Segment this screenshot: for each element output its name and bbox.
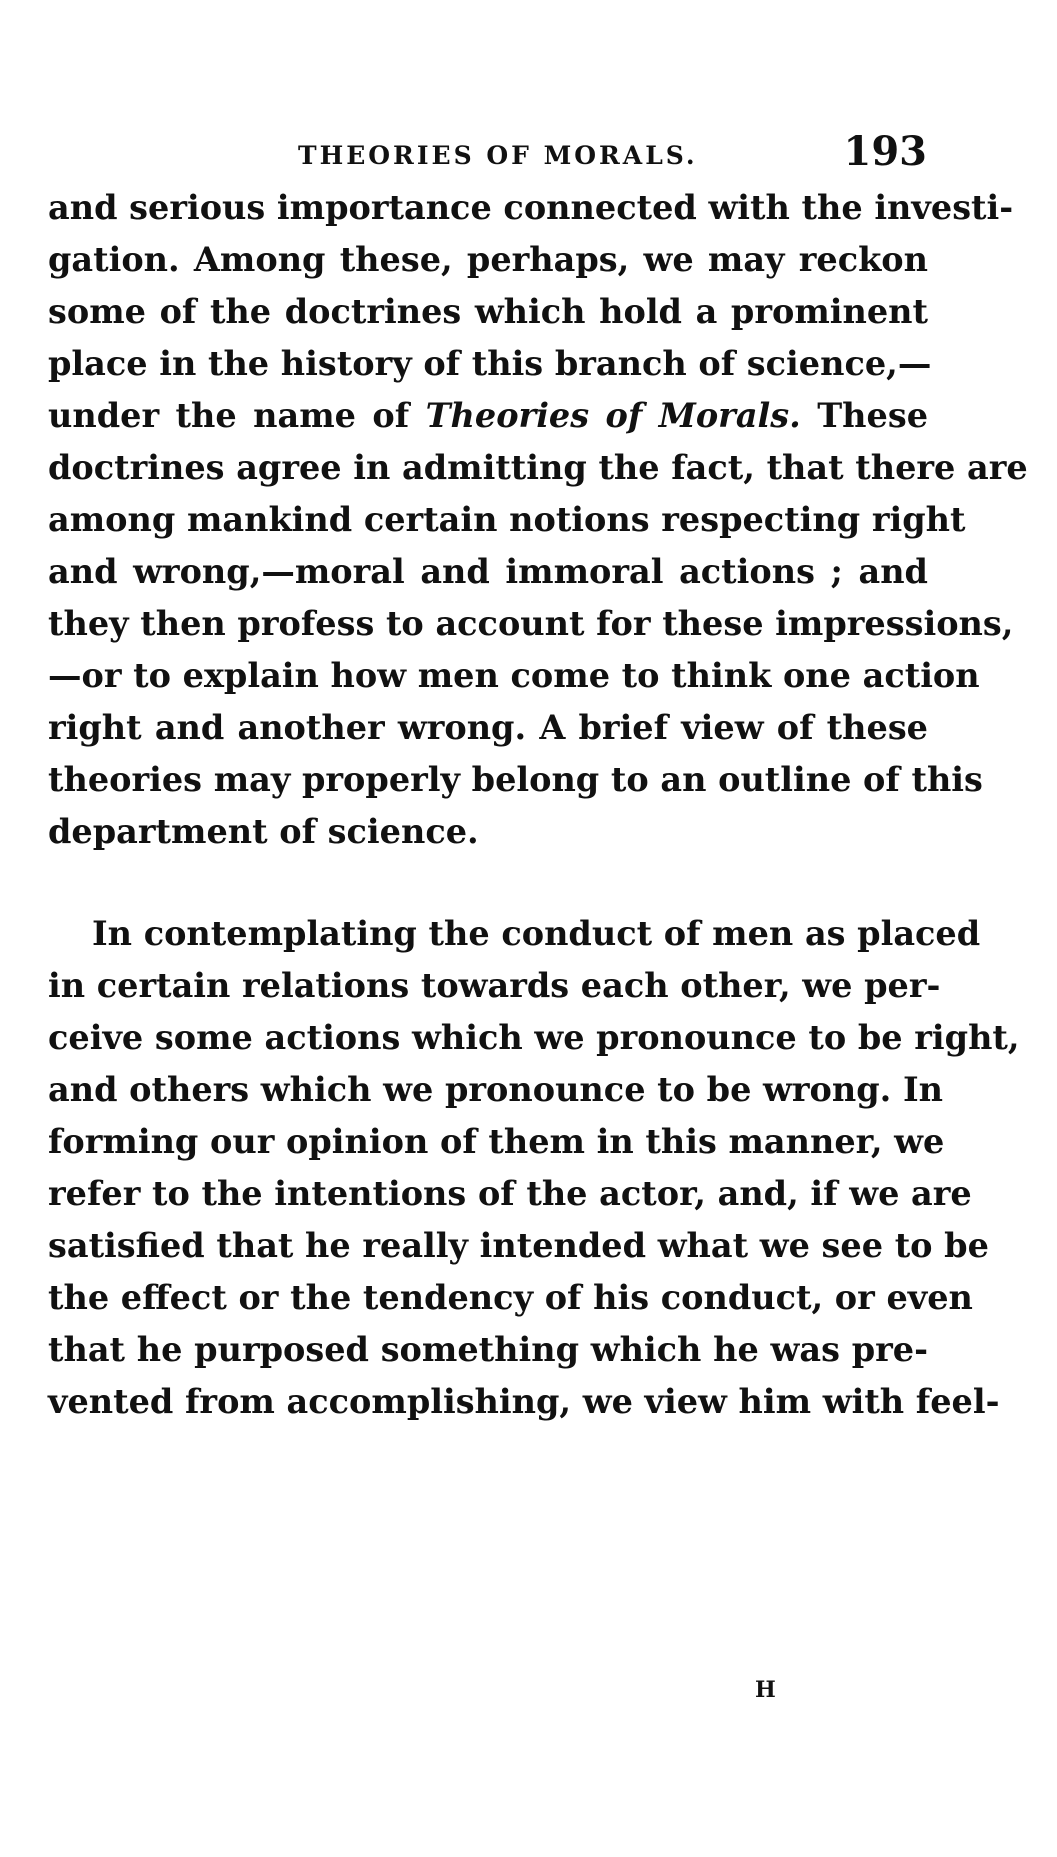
paragraph-2-line-10: vented from accomplishing, we view him with feel- [48,1382,1000,1421]
line-5-suffix: These [817,396,929,435]
paragraph-1-line-5 [48,388,928,444]
paragraph-2-line-1: In contemplating the conduct of men as placed [92,914,981,953]
paragraph-1-line-10: —or to explain how men come to think one action [48,656,980,695]
paragraph-1-line-7: among mankind certain notions respecting right [48,500,966,539]
paragraph-2-line-2: in certain relations towards each other, we per- [48,966,941,1005]
signature-mark: H [755,1677,776,1703]
page-number: 193 [843,128,927,175]
paragraph-1-line-11: right and another wrong. A brief view of these [48,708,928,747]
paragraph-2-line-6: refer to the intentions of the actor, and, if we are [48,1174,972,1213]
line-5-prefix: under the name of [48,396,410,435]
paragraph-1-line-2: gation. Among these, perhaps, we may reckon [48,240,928,279]
paragraph-2-line-3: ceive some actions which we pronounce to be right, [48,1018,1020,1057]
paragraph-1-line-4: place in the history of this branch of science,— [48,344,932,383]
paragraph-2-line-9: that he purposed something which he was pre- [48,1330,928,1369]
paragraph-1-line-9: they then profess to account for these impressions, [48,604,1014,643]
paragraph-2-line-5: forming our opinion of them in this manner, we [48,1122,945,1161]
paragraph-1-line-6: doctrines agree in admitting the fact, that there are [48,448,1028,487]
paragraph-1-line-13: department of science. [48,812,479,851]
paragraph-1-line-8: and wrong,—moral and immoral actions ; and [48,552,928,591]
italic-title-theories-of-morals: Theories of Morals. [425,396,801,435]
paragraph-2-line-7: satisfied that he really intended what we see to be [48,1226,989,1265]
paragraph-1-line-3: some of the doctrines which hold a prominent [48,292,928,331]
paragraph-1-line-12: theories may properly belong to an outline of this [48,760,983,799]
paragraph-2-line-4: and others which we pronounce to be wrong. In [48,1070,944,1109]
paragraph-2-line-8: the effect or the tendency of his conduct, or even [48,1278,973,1317]
running-title: THEORIES OF MORALS. [298,141,698,170]
paragraph-1-line-1: and serious importance connected with the investi- [48,188,1014,227]
